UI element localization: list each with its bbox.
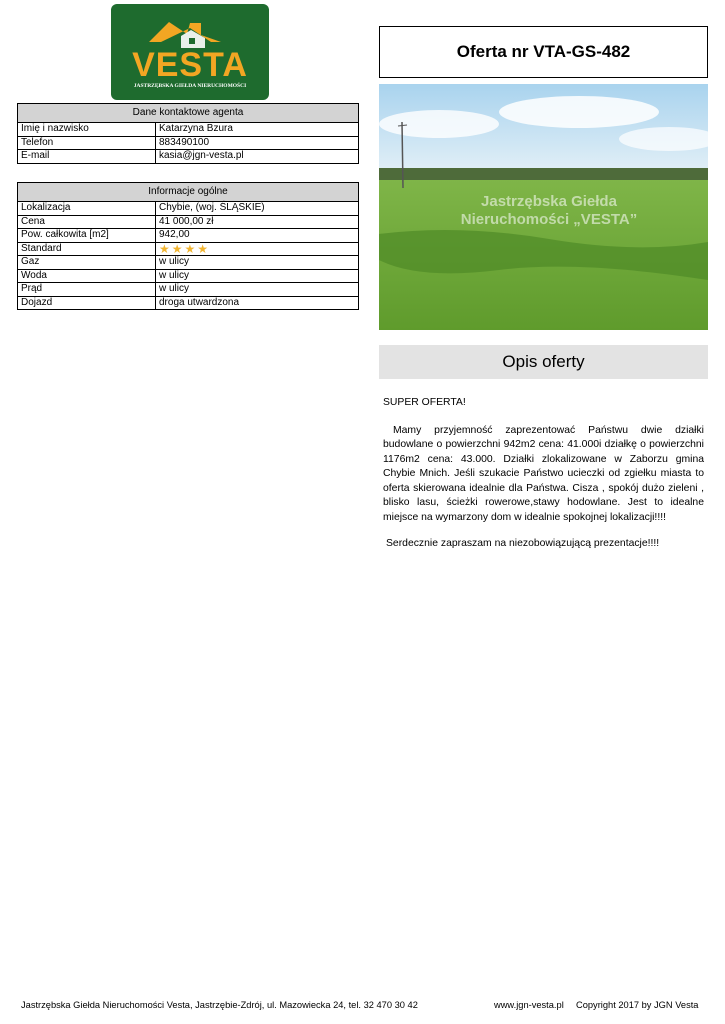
row-label: Woda xyxy=(18,269,156,283)
star-icon: ★ xyxy=(159,241,170,256)
row-value: 41 000,00 zł xyxy=(156,215,359,229)
table-row xyxy=(18,136,359,150)
description-header: Opis oferty xyxy=(379,345,708,379)
row-value: w ulicy xyxy=(156,283,359,297)
phone-value[interactable]: 883490100 xyxy=(156,136,359,150)
logo-wordmark: VESTA xyxy=(132,46,248,84)
row-label: Standard xyxy=(18,242,156,256)
star-icon: ★ xyxy=(171,241,183,256)
watermark-line-2: Nieruchomości „VESTA” xyxy=(460,211,638,228)
row-label: Prąd xyxy=(18,283,156,297)
table-row xyxy=(18,296,359,310)
offer-title: Oferta nr VTA-GS-482 xyxy=(379,26,708,78)
footer-website-link[interactable]: www.jgn-vesta.pl xyxy=(494,1000,564,1010)
watermark-line-1: Jastrzębska Giełda xyxy=(481,193,617,210)
table-row xyxy=(18,229,359,243)
row-value: w ulicy xyxy=(156,256,359,270)
agent-contact-table xyxy=(17,103,359,164)
logo-subtitle: JASTRZĘBSKA GIEŁDA NIERUCHOMOŚCI xyxy=(133,83,247,89)
table-row xyxy=(18,150,359,164)
footer-address: Jastrzębska Giełda Nieruchomości Vesta, Jastrzębie-Zdrój, ul. Mazowiecka 24, tel. 32 470 30 42 xyxy=(21,1000,418,1010)
row-label: Cena xyxy=(18,215,156,229)
row-label: Imię i nazwisko xyxy=(18,123,156,137)
row-value: Chybie, (woj. ŚLĄSKIE) xyxy=(156,202,359,216)
email-link[interactable]: kasia@jgn-vesta.pl xyxy=(156,150,359,164)
table-row xyxy=(18,123,359,137)
general-table-header: Informacje ogólne xyxy=(18,183,359,202)
footer-copyright: Copyright 2017 by JGN Vesta xyxy=(576,1000,699,1010)
description-closing: Serdecznie zapraszam na niezobowiązującą prezentacje!!!! xyxy=(386,538,660,549)
description-body: Mamy przyjemność zaprezentować Państwu dwie działki budowlane o powierzchni 942m2 cena: 41.000i działkę o powierzchni 1176m2 cena: 43.000. Działki zlokalizowane w Zaborzu gmina Chybie Mnich. Jeśli szukacie Państwo ucieczki od zgiełku miasta to oferta skierowana idealnie dla Państwa. Cisza , spokój dużo zieleni , blisko lasu, ścieżki rowerowe,stawy hodowlane. Jest to idealne miejsce na wymarzony dom w idealnie spokojnej lokalizacji!!!! xyxy=(383,424,704,523)
row-label: Lokalizacja xyxy=(18,202,156,216)
row-label: Dojazd xyxy=(18,296,156,310)
star-icon: ★ xyxy=(184,241,196,256)
table-row xyxy=(18,283,359,297)
standard-rating xyxy=(156,242,359,256)
row-value: droga utwardzona xyxy=(156,296,359,310)
row-label: Telefon xyxy=(18,136,156,150)
row-label: Gaz xyxy=(18,256,156,270)
property-photo xyxy=(379,84,708,330)
star-rating xyxy=(159,243,208,255)
row-value: w ulicy xyxy=(156,269,359,283)
row-value: 942,00 xyxy=(156,229,359,243)
general-info-table xyxy=(17,182,359,310)
row-label: Pow. całkowita [m2] xyxy=(18,229,156,243)
agent-table-header: Dane kontaktowe agenta xyxy=(18,104,359,123)
vesta-logo xyxy=(111,4,269,100)
row-label: E-mail xyxy=(18,150,156,164)
description-lead: SUPER OFERTA! xyxy=(383,397,466,408)
table-row xyxy=(18,215,359,229)
table-row xyxy=(18,242,359,256)
star-icon: ★ xyxy=(197,241,209,256)
offer-description xyxy=(383,396,704,552)
row-value: Katarzyna Bzura xyxy=(156,123,359,137)
table-row xyxy=(18,269,359,283)
table-row xyxy=(18,256,359,270)
table-row xyxy=(18,202,359,216)
